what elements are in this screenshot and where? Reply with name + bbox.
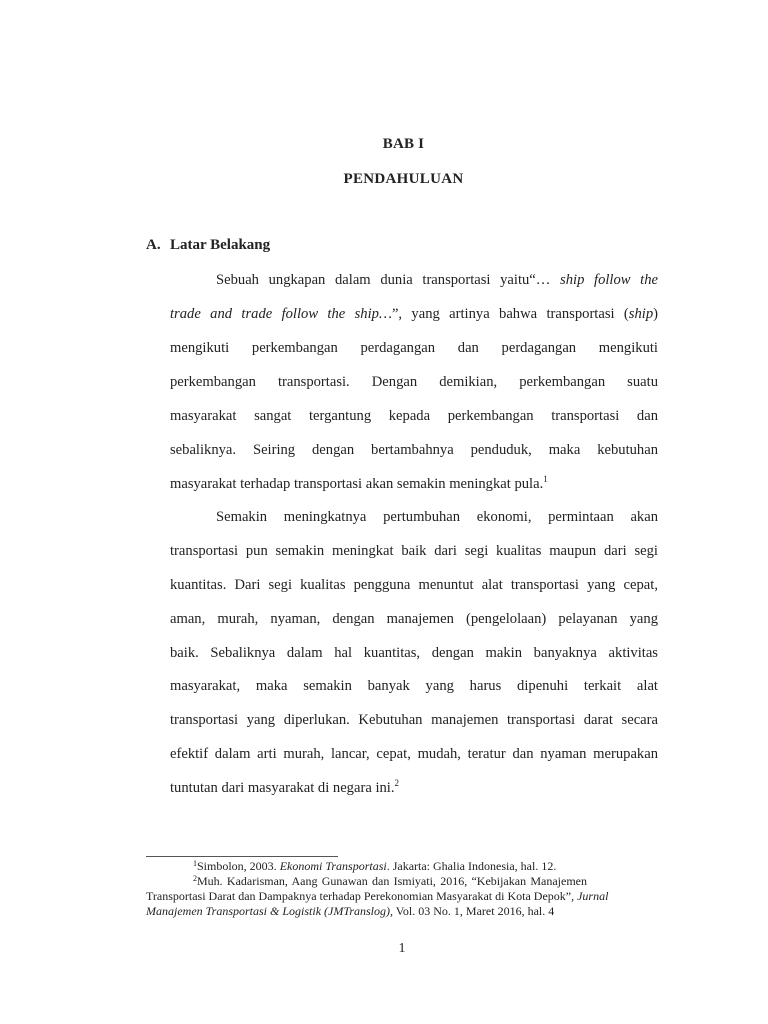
footnote-1: $^1$Simbolon, 2003. Ekonomi Transportasi. Jakarta: Ghalia Indonesia, hal. 12. bbox=[193, 859, 557, 873]
paragraph-1-line-1: Sebuah ungkapan dalam dunia transportasi yaitu“… ship follow the bbox=[216, 272, 658, 288]
paragraph-2-line-5: baik. Sebaliknya dalam hal kuantitas, dengan makin banyaknya aktivitas bbox=[170, 645, 658, 661]
section-heading bbox=[146, 237, 270, 254]
paragraph-2-line-4: aman, murah, nyaman, dengan manajemen (pengelolaan) pelayanan yang bbox=[170, 611, 658, 627]
footnote-ref-2: 2 bbox=[394, 778, 400, 788]
page-number: 1 bbox=[398, 941, 406, 956]
section-title: Latar Belakang bbox=[170, 237, 271, 253]
footnote-2-line-1: $^2$Muh. Kadarisman, Aang Gunawan dan Ismiyati, 2016, “Kebijakan Manajemen bbox=[193, 874, 587, 888]
paragraph-2-line-9: tuntutan dari masyarakat di negara ini.$^2$ bbox=[170, 778, 400, 796]
footnote-separator bbox=[146, 856, 338, 857]
paragraph-1-line-6: sebaliknya. Seiring dengan bertambahnya penduduk, maka kebutuhan bbox=[170, 442, 658, 458]
paragraph-1-line-2: trade and trade follow the ship…”, yang artinya bahwa transportasi (ship) bbox=[170, 306, 658, 322]
section-marker: A. bbox=[146, 237, 161, 253]
paragraph-2-line-3: kuantitas. Dari segi kualitas pengguna menuntut alat transportasi yang cepat, bbox=[170, 577, 658, 593]
paragraph-2-line-7: transportasi yang diperlukan. Kebutuhan manajemen transportasi darat secara bbox=[170, 712, 658, 728]
footnote-ref-1: 1 bbox=[543, 474, 548, 484]
paragraph-2-line-6: masyarakat, maka semakin banyak yang harus dipenuhi terkait alat bbox=[170, 678, 658, 694]
chapter-number: BAB I bbox=[382, 136, 425, 152]
paragraph-1-line-7: masyarakat terhadap transportasi akan semakin meningkat pula.$^1$ bbox=[170, 474, 548, 492]
paragraph-1-line-3: mengikuti perkembangan perdagangan dan perdagangan mengikuti bbox=[170, 340, 658, 356]
footnote-2-line-3: Manajemen Transportasi & Logistik (JMTranslog), Vol. 03 No. 1, Maret 2016, hal. 4 bbox=[146, 904, 555, 918]
chapter-title: PENDAHULUAN bbox=[343, 171, 464, 187]
paragraph-2-line-8: efektif dalam arti murah, lancar, cepat, mudah, teratur dan nyaman merupakan bbox=[170, 746, 658, 762]
footnote-2-line-2: Transportasi Darat dan Dampaknya terhadap Perekonomian Masyarakat di Kota Depok”, Jurnal bbox=[146, 889, 609, 903]
paragraph-1-line-5: masyarakat sangat tergantung kepada perkembangan transportasi dan bbox=[170, 408, 658, 424]
paragraph-1-line-4: perkembangan transportasi. Dengan demikian, perkembangan suatu bbox=[170, 374, 658, 390]
paragraph-2-line-1: Semakin meningkatnya pertumbuhan ekonomi, permintaan akan bbox=[216, 509, 658, 525]
paragraph-2-line-2: transportasi pun semakin meningkat baik dari segi kualitas maupun dari segi bbox=[170, 543, 658, 559]
